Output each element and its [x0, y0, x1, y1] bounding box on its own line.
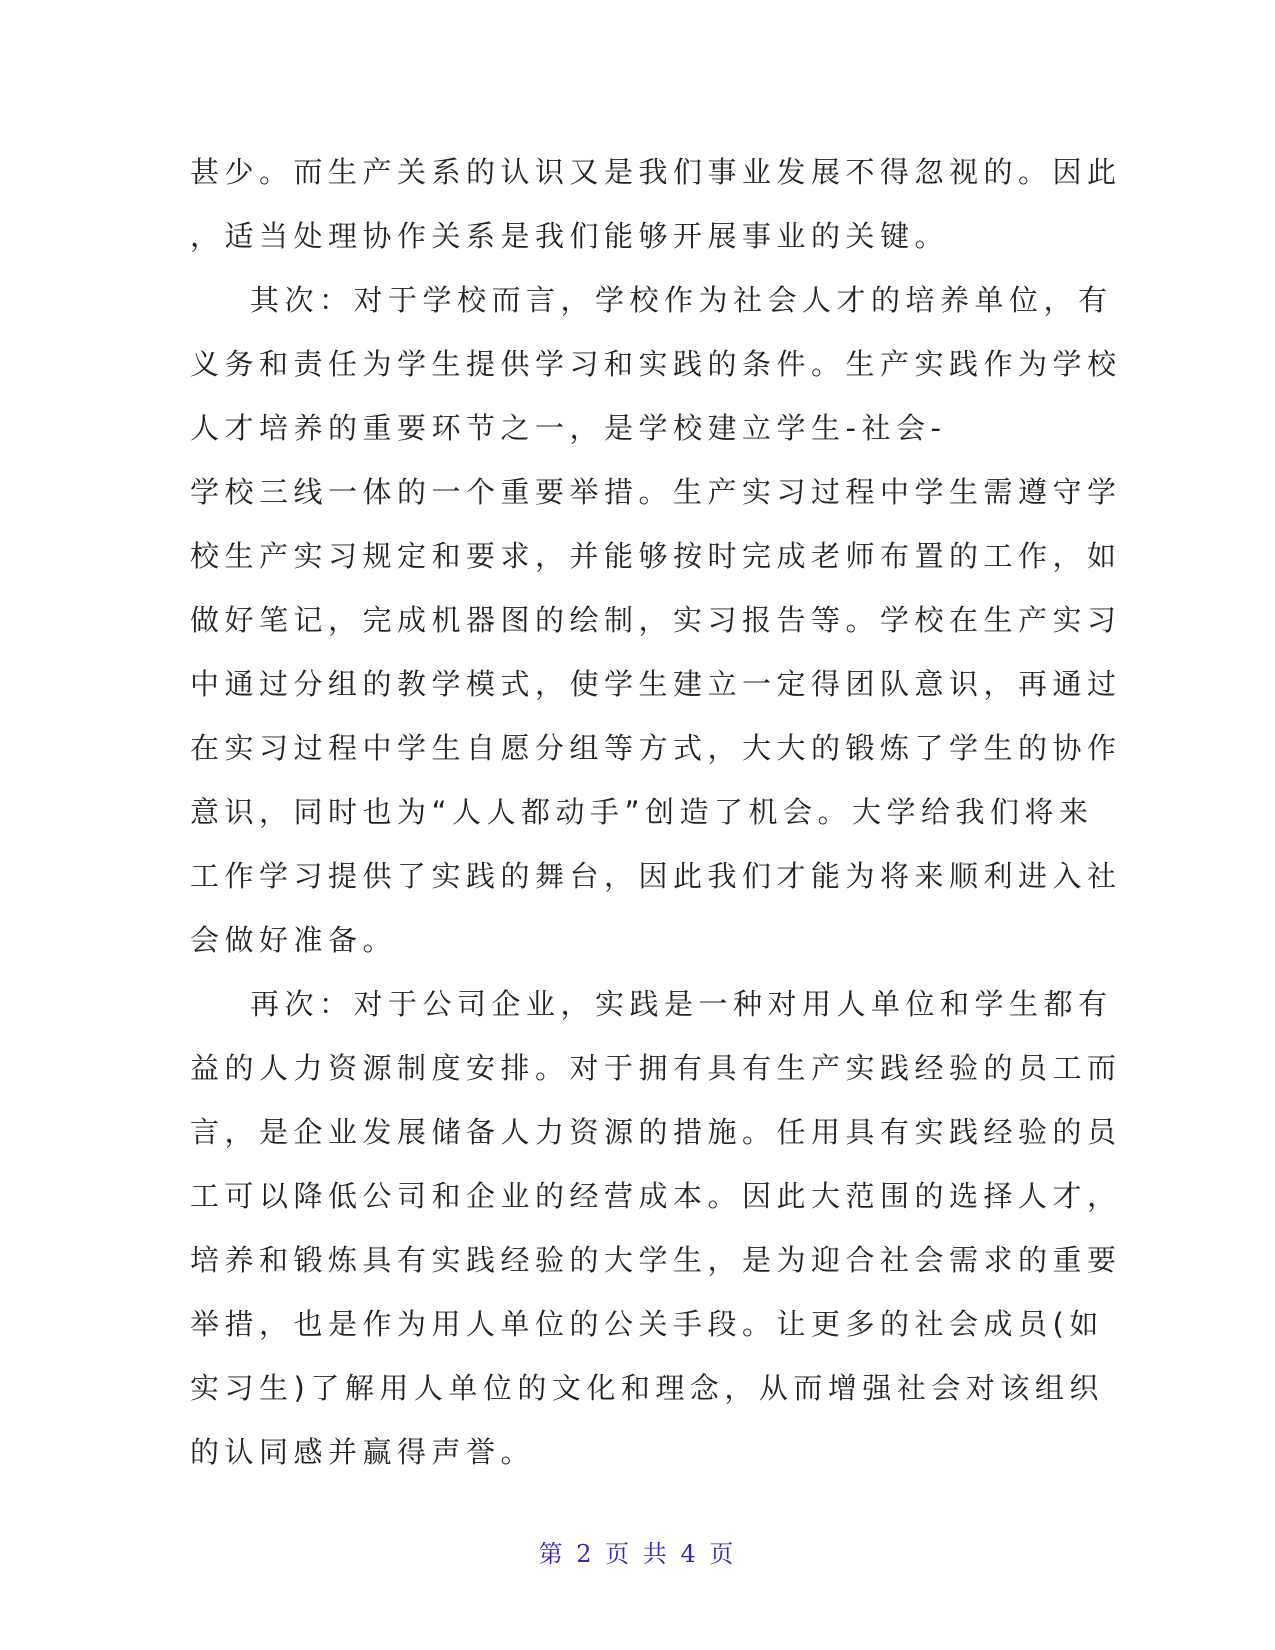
- page-number-footer: 第 2 页 共 4 页: [538, 1540, 737, 1568]
- text-line: 中通过分组的教学模式，使学生建立一定得团队意识，再通过: [190, 667, 1122, 701]
- text-line: 校生产实习规定和要求，并能够按时完成老师布置的工作，如: [190, 539, 1122, 573]
- text-line: 工可以降低公司和企业的经营成本。因此大范围的选择人才，: [190, 1179, 1122, 1213]
- text-line: 做好笔记，完成机器图的绘制，实习报告等。学校在生产实习: [190, 603, 1122, 637]
- text-line: 意识，同时也为“人人都动手”创造了机会。大学给我们将来: [190, 795, 1094, 829]
- text-line: 在实习过程中学生自愿分组等方式，大大的锻炼了学生的协作: [190, 731, 1122, 765]
- text-line: 言，是企业发展储备人力资源的措施。任用具有实践经验的员: [190, 1115, 1122, 1149]
- text-line: ，适当处理协作关系是我们能够开展事业的关键。: [190, 219, 950, 253]
- paragraph-start-line: 再次：对于公司企业，实践是一种对用人单位和学生都有: [250, 987, 1113, 1021]
- text-line: 人才培养的重要环节之一，是学校建立学生-社会-: [190, 411, 947, 445]
- text-line: 举措，也是作为用人单位的公关手段。让更多的社会成员(如: [190, 1307, 1104, 1341]
- text-line: 甚少。而生产关系的认识又是我们事业发展不得忽视的。因此: [190, 155, 1122, 189]
- text-line: 益的人力资源制度安排。对于拥有具有生产实践经验的员工而: [190, 1051, 1122, 1085]
- document-body: [190, 140, 1122, 1484]
- text-line: 实习生)了解用人单位的文化和理念，从而增强社会对该组织: [190, 1371, 1104, 1405]
- paragraph-start-line: 其次：对于学校而言，学校作为社会人才的培养单位，有: [250, 283, 1113, 317]
- text-line: 的认同感并赢得声誉。: [190, 1435, 536, 1469]
- text-line: 学校三线一体的一个重要举措。生产实习过程中学生需遵守学: [190, 475, 1122, 509]
- text-line: 会做好准备。: [190, 923, 398, 957]
- text-line: 义务和责任为学生提供学习和实践的条件。生产实践作为学校: [190, 347, 1122, 381]
- text-line: 工作学习提供了实践的舞台，因此我们才能为将来顺利进入社: [190, 859, 1122, 893]
- text-line: 培养和锻炼具有实践经验的大学生，是为迎合社会需求的重要: [190, 1243, 1122, 1277]
